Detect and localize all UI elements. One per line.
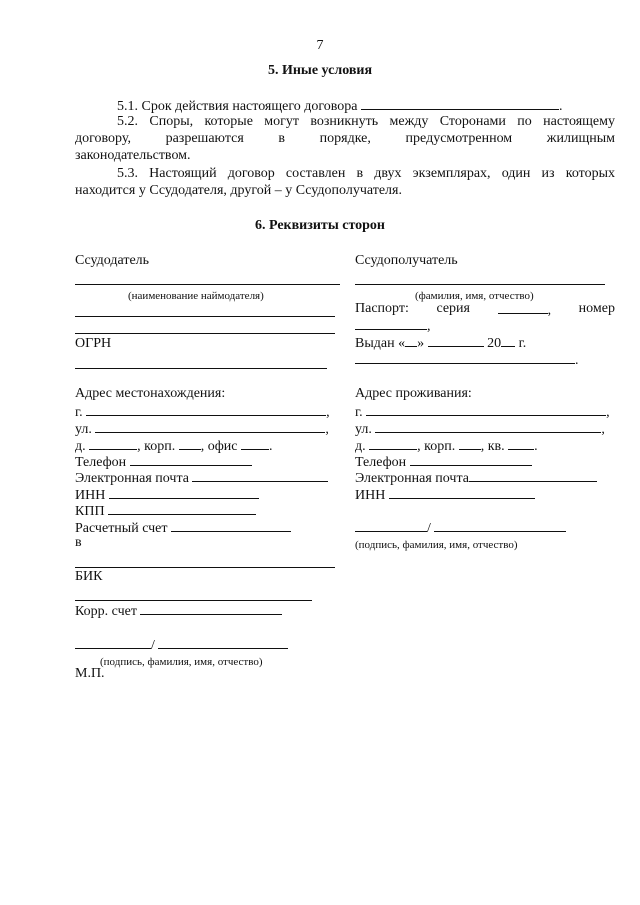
lender-phone-label: Телефон xyxy=(75,455,127,470)
lender-account-blank xyxy=(171,519,291,532)
borrower-city-row: г. , xyxy=(355,405,610,420)
lender-account-label: Расчетный счет xyxy=(75,521,168,536)
borrower-issued-row xyxy=(355,334,526,352)
lender-house-row: д. , корп. , офис . xyxy=(75,439,273,454)
lender-account-row xyxy=(75,519,291,537)
borrower-street-row: ул. , xyxy=(355,422,605,437)
clause-5-3-text1: 5.3. Настоящий договор составлен в двух экземплярах, один из которых xyxy=(117,166,615,181)
borrower-series-blank xyxy=(498,301,548,314)
lender-bank-line xyxy=(75,567,335,568)
lender-kpp-blank xyxy=(108,502,256,515)
lender-building-blank xyxy=(179,437,201,450)
lender-email-blank xyxy=(192,469,328,482)
page-number: 7 xyxy=(316,38,324,53)
lender-email-row xyxy=(75,469,328,487)
borrower-city-label: г. xyxy=(355,405,363,420)
lender-bik-label: БИК xyxy=(75,569,103,584)
borrower-name-caption: (фамилия, имя, отчество) xyxy=(415,290,534,302)
lender-ogrn-line xyxy=(75,368,327,369)
borrower-street-label: ул. xyxy=(355,422,372,437)
borrower-name-line xyxy=(355,284,605,285)
borrower-house-row: д. , корп. , кв. . xyxy=(355,439,538,454)
borrower-issued-label: Выдан « xyxy=(355,336,406,351)
borrower-number-row: , xyxy=(355,317,431,335)
lender-address-heading: Адрес местонахождения: xyxy=(75,386,226,401)
lender-building-label: , корп. xyxy=(137,439,176,454)
borrower-signature-blank xyxy=(355,519,427,532)
lender-signature-row: / xyxy=(75,636,288,654)
clause-5-1-text: 5.1. Срок действия настоящего договора xyxy=(117,99,358,114)
lender-kpp-row xyxy=(75,502,256,520)
borrower-apartment-label: , кв. xyxy=(480,439,505,454)
borrower-building-label: , корп. xyxy=(417,439,456,454)
lender-office-blank xyxy=(241,437,269,450)
lender-street-label: ул. xyxy=(75,422,92,437)
clause-5-2-line1 xyxy=(75,114,615,130)
lender-inn-blank xyxy=(109,486,259,499)
borrower-inn-label: ИНН xyxy=(355,488,386,503)
clause-5-3-line1 xyxy=(75,166,615,182)
lender-signature-caption: (подпись, фамилия, имя, отчество) xyxy=(100,656,263,668)
lender-house-label: д. xyxy=(75,439,86,454)
term-blank xyxy=(361,97,559,110)
clause-5-2-line3: законодательством. xyxy=(75,148,191,163)
borrower-number-blank xyxy=(355,317,427,330)
clause-5-1-end: . xyxy=(559,99,563,114)
borrower-passport-row: Паспорт: серия , номер xyxy=(355,301,615,318)
borrower-year-prefix: 20 xyxy=(487,336,502,351)
lender-name-line xyxy=(75,284,340,285)
lender-city-row: г. , xyxy=(75,405,330,420)
clause-5-2-text1: 5.2. Споры, которые могут возникнуть между Сторонами по настоящему xyxy=(117,114,615,129)
borrower-signature-caption: (подпись, фамилия, имя, отчество) xyxy=(355,539,518,551)
lender-street-blank xyxy=(95,420,325,433)
borrower-number-label: номер xyxy=(578,301,615,316)
borrower-issued-mid: » xyxy=(417,336,425,351)
borrower-signature-row: / xyxy=(355,519,566,537)
borrower-house-blank xyxy=(369,437,417,450)
lender-heading: Ссудодатель xyxy=(75,253,150,268)
lender-ogrn-label: ОГРН xyxy=(75,336,112,351)
borrower-issuer-blank xyxy=(355,351,575,364)
borrower-series-label: серия xyxy=(436,301,470,316)
borrower-email-label: Электронная почта xyxy=(355,471,469,486)
lender-line-2 xyxy=(75,316,335,317)
clause-5-1 xyxy=(117,97,563,115)
section-5-title: 5. Иные условия xyxy=(267,63,373,78)
borrower-inn-row xyxy=(355,486,535,504)
borrower-day-blank xyxy=(405,334,417,347)
borrower-inn-blank xyxy=(389,486,535,499)
lender-corr-label: Корр. счет xyxy=(75,604,137,619)
borrower-issuer-row: . xyxy=(355,351,579,369)
borrower-heading: Ссудополучатель xyxy=(355,253,458,268)
lender-line-3 xyxy=(75,333,335,334)
lender-city-label: г. xyxy=(75,405,83,420)
lender-inn-label: ИНН xyxy=(75,488,106,503)
borrower-email-blank xyxy=(469,469,597,482)
clause-5-2-line2: договору, разрешаются в порядке, предусмотренном жилищным xyxy=(75,131,615,146)
borrower-city-blank xyxy=(366,403,606,416)
lender-corr-row xyxy=(75,602,282,620)
borrower-house-label: д. xyxy=(355,439,366,454)
lender-phone-blank xyxy=(130,453,252,466)
lender-name-caption: (наименование наймодателя) xyxy=(128,290,264,302)
lender-corr-blank xyxy=(140,602,282,615)
lender-house-blank xyxy=(89,437,137,450)
borrower-passport-label: Паспорт: xyxy=(355,301,409,316)
lender-bik-line xyxy=(75,600,312,601)
borrower-email-row xyxy=(355,469,597,487)
lender-city-blank xyxy=(86,403,326,416)
borrower-phone-label: Телефон xyxy=(355,455,407,470)
borrower-year-blank xyxy=(501,334,515,347)
borrower-phone-blank xyxy=(410,453,532,466)
borrower-address-heading: Адрес проживания: xyxy=(355,386,472,401)
borrower-month-blank xyxy=(428,334,484,347)
borrower-fio-blank xyxy=(434,519,566,532)
lender-kpp-label: КПП xyxy=(75,504,105,519)
lender-stamp: М.П. xyxy=(75,666,105,681)
lender-email-label: Электронная почта xyxy=(75,471,189,486)
lender-street-row: ул. , xyxy=(75,422,329,437)
section-6-title: 6. Реквизиты сторон xyxy=(254,218,386,233)
borrower-year-suffix: г. xyxy=(518,336,527,351)
lender-fio-blank xyxy=(158,636,288,649)
borrower-street-blank xyxy=(375,420,601,433)
lender-bank-label: в xyxy=(75,535,82,550)
lender-office-label: , офис xyxy=(200,439,238,454)
clause-5-3-line2: находится у Ссудодателя, другой – у Ссудополучателя. xyxy=(75,183,402,198)
borrower-apartment-blank xyxy=(508,437,534,450)
lender-signature-blank xyxy=(75,636,151,649)
borrower-building-blank xyxy=(459,437,481,450)
